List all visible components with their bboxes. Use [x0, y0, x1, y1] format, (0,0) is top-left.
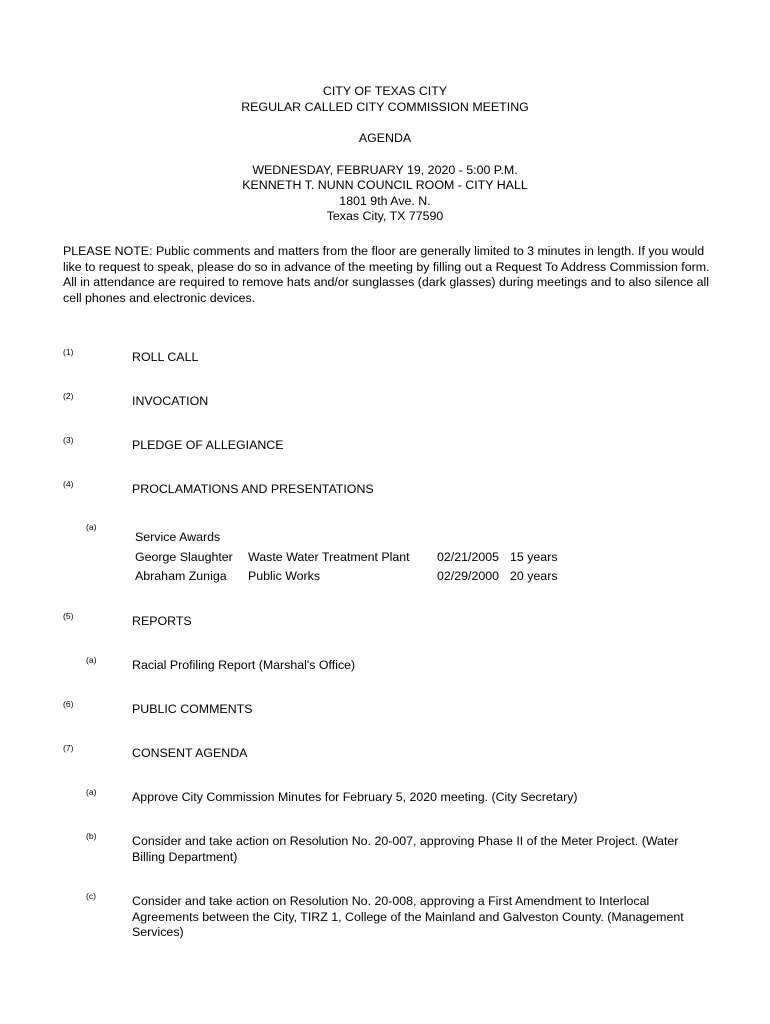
agenda-title: AGENDA: [358, 131, 412, 145]
subitem-letter: (c): [86, 891, 97, 901]
meeting-room: KENNETH T. NUNN COUNCIL ROOM - CITY HALL: [242, 178, 528, 192]
subitem-text: Consider and take action on Resolution No. 20-007, approving Phase II of the Meter Project. (Water Billing Department): [132, 834, 679, 864]
item-title-reports: REPORTS: [132, 614, 192, 628]
city-name: CITY OF TEXAS CITY: [322, 84, 448, 98]
item-title-roll-call: ROLL CALL: [132, 350, 199, 364]
item-title-public-comments: PUBLIC COMMENTS: [132, 702, 253, 716]
award-years: 15 years: [510, 549, 558, 564]
subitem-letter: (a): [86, 787, 97, 797]
item-title-invocation: INVOCATION: [132, 394, 209, 408]
item-number: (5): [63, 611, 74, 621]
subitem-letter: (a): [86, 655, 97, 665]
subitem-letter: (b): [86, 831, 97, 841]
service-awards-departments: [248, 528, 410, 587]
award-department: Waste Water Treatment Plant: [248, 549, 410, 564]
award-name: Abraham Zuniga: [135, 569, 227, 583]
meeting-title: REGULAR CALLED CITY COMMISSION MEETING: [241, 99, 529, 114]
item-number: (2): [63, 391, 74, 401]
award-date: 02/21/2005: [437, 549, 500, 564]
award-name: George Slaughter: [135, 549, 233, 564]
item-number: (6): [63, 699, 74, 709]
item-number: (3): [63, 435, 74, 445]
item-number: (7): [63, 743, 74, 753]
service-awards-names: [135, 528, 233, 587]
item-title-pledge: PLEDGE OF ALLEGIANCE: [132, 438, 284, 452]
street-address: 1801 9th Ave. N.: [339, 193, 431, 208]
service-awards-years: [510, 528, 558, 587]
service-awards-dates: [437, 528, 499, 587]
subitem-text: Racial Profiling Report (Marshal's Office): [132, 658, 356, 672]
item-title-consent-agenda: CONSENT AGENDA: [132, 746, 248, 760]
service-awards-title: Service Awards: [135, 530, 221, 544]
city-state-zip: Texas City, TX 77590: [326, 209, 444, 223]
subitem-text: Consider and take action on Resolution No. 20-008, approving a First Amendment to Interlocal Agreements between the City, TIRZ 1, College of the Mainland and Galveston County. (Management Services): [132, 894, 684, 939]
meeting-date-time: WEDNESDAY, FEBRUARY 19, 2020 - 5:00 P.M.: [252, 162, 518, 177]
item-number: (4): [63, 479, 74, 489]
award-date: 02/29/2000: [437, 569, 500, 583]
award-years: 20 years: [510, 569, 558, 583]
subitem-letter: (a): [86, 522, 97, 532]
please-note-paragraph: PLEASE NOTE: Public comments and matters from the floor are generally limited to 3 minutes in length. If you would like to request to speak, please do so in advance of the meeting by filling out a Request To Address Commission form. All in attendance are required to remove hats and/or sunglasses (dark glasses) during meetings and to also silence all cell phones and electronic devices.: [63, 244, 710, 305]
subitem-text: Approve City Commission Minutes for February 5, 2020 meeting. (City Secretary): [132, 790, 578, 804]
item-number: (1): [63, 347, 74, 357]
award-department: Public Works: [248, 569, 321, 583]
item-title-proclamations: PROCLAMATIONS AND PRESENTATIONS: [132, 482, 374, 496]
